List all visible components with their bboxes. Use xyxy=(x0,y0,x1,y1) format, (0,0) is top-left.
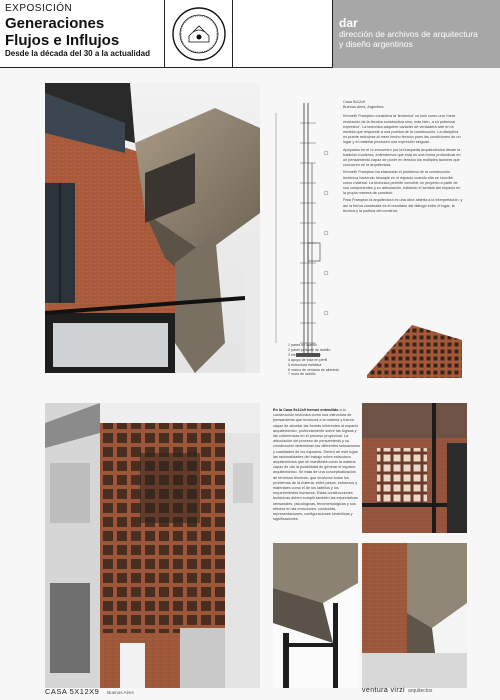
exhibition-subtitle: Desde la década del 30 a la actualidad xyxy=(5,49,150,58)
title-line-2: Flujos e Influjos xyxy=(5,32,120,49)
front-facade-photo xyxy=(45,403,260,688)
legend-item: 3 elemento de acero xyxy=(288,352,321,357)
description-text-block-1 xyxy=(343,100,463,216)
exhibition-title-block xyxy=(0,0,165,68)
address-line-1: Casa 5x12x9 xyxy=(343,100,366,104)
text-lead: En la Casa 5x12x9 hemos entendido xyxy=(273,408,339,412)
text-body: a la construcción tectónica como una estructura de pensamiento que involucra a la materia y fuerza capaz de abordar las formas inherentes al espacio arquitectónico, profundamente sobre las lógicas y las coherencias en el proceso proyectual. La articulación del proceso de pensamiento y su construcción determinan las diferentes sensaciones y cualidades de los espacios. Dentro de este lugar las racionalidades del trabajo sobre estructura arquitectónica que se manifiesta como la materia capaz de dar la posibilidad de generar el espacio arquitectónico. Se trata de una conceptualización de términos técnicos, que involucra todos los problemas de la materia, entre pesos, esfuerzos y materiales como el de los ladrillos y los requerimientos humanos. Estas construcciones tectónicas deben cumplir también las expectativas sensoriales, psicológicas, fenomenológicas y sus efectos en las emociones, conductas, representaciones, configuraciones simbólicas y significaciones. xyxy=(273,408,361,522)
paragraph: Kenneth Frampton considera la 'tectónica' no solo como una 'mera revelación de la técnica constructiva sino, más bien, a su potencial expresivo'. La tectónica adquiere carácter de verdadera arte en la medida que responde a una poética de la construcción. La disciplina no puede reducirse al mero hecho técnico pues las condiciones de un lugar y el material producen una expresión singular. xyxy=(343,114,461,145)
paragraph: Para Frampton la arquitectura es una obra abierta a la interpretación, y así la forma construida es el resultado del diálogo entre el lugar, la técnica y la poética del construir. xyxy=(343,198,463,213)
cantilever-underside-photo xyxy=(273,543,358,688)
dar-line-2: y diseño argentinos xyxy=(339,38,413,49)
header-spacer xyxy=(233,0,333,68)
header xyxy=(0,0,500,68)
paragraph: Kenneth Frampton ha elaborado el problema de la construcción tectónica haciendo hincapié en el espacio cuando ella se concibe como material. La tectónica permite concebir un proyecto a partir de sus componentes y su articulación, hallando el sentido del espacio en la propia manera de construir. xyxy=(343,170,461,196)
dar-line-1: dirección de archivos de arquitectura xyxy=(339,29,478,39)
project-name: CASA 5X12X9 xyxy=(45,687,100,696)
legend-item: 6 marco de ventana de aluminio xyxy=(288,367,340,372)
paragraph: Apoyados en el re-encuentro por la búsqueda arquitectónica desde la tradición moderna, entendemos que esta es una forma profundizar en un pensamiento capaz de poner en tensión los múltiples factores que concurren en la arquitectura. xyxy=(343,147,461,168)
title-line-1: Generaciones xyxy=(5,15,105,32)
description-text-block-2 xyxy=(273,408,361,522)
legend-item: 2 panel portante de ladrillo xyxy=(288,347,331,352)
facade-cantilever-photo xyxy=(45,83,260,373)
wall-section-drawing xyxy=(268,103,340,373)
dar-logo: dar xyxy=(339,16,358,30)
project-caption xyxy=(45,687,260,699)
brick-lattice-photo xyxy=(362,320,467,378)
project-city: Buenos Aires xyxy=(107,690,134,695)
architect-name: ventura virzi xyxy=(362,687,405,694)
address-line-2: Buenos Aires, Argentina xyxy=(343,105,384,110)
architect-suffix: arquitectos xyxy=(407,688,433,694)
interior-lattice-photo xyxy=(362,403,467,533)
legend-item: 1 pared de ladrillo xyxy=(288,343,317,347)
architect-caption xyxy=(362,687,472,699)
address xyxy=(343,100,463,110)
university-seal-logo xyxy=(165,0,233,68)
exhibition-label: EXPOSICIÓN xyxy=(5,3,73,14)
legend-item: 4 apoyo de losa en perfil xyxy=(288,357,328,362)
legend-item: 7 muro de ladrillo xyxy=(288,372,316,377)
legend-item: 5 estructura metálica xyxy=(288,362,322,367)
dar-block xyxy=(333,0,500,68)
poster-sheet xyxy=(0,68,500,700)
volumes-detail-photo xyxy=(362,543,467,688)
